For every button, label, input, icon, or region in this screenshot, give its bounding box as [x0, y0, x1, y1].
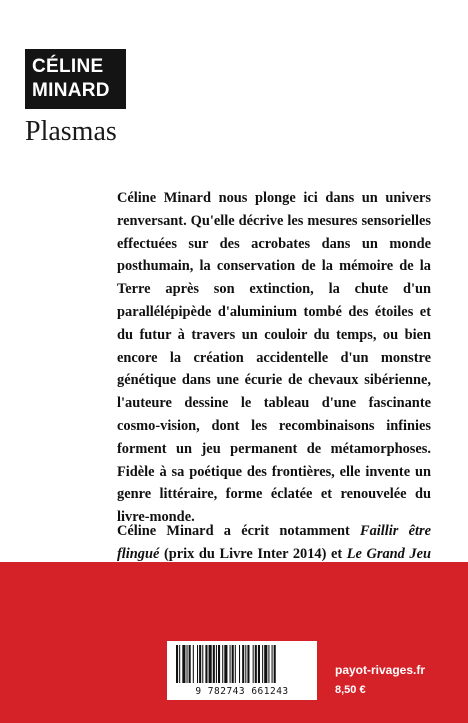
blurb-text: Céline Minard nous plonge ici dans un univers renversant. Qu'elle décrive les mesures sensorielles effectuées sur des acrobates dans un monde posthumain, la conservation de la mémoire de la Terre après son extinction, la chute d'un parallélépipède d'aluminium tombé des étoiles et du futur à travers un couloir du temps, ou bien encore la création accidentelle d'un monstre génétique dans une écurie de chevaux sibérienne, l'auteure dessine le tableau d'une fascinante cosmo-vision, dont les recombinaisons infinies forment un jeu permanent de métamorphoses. Fidèle à sa poétique des frontières, elle invente un genre littéraire, forme éclatée et renouvelée du livre-monde. [117, 190, 431, 526]
barcode-bar [216, 645, 217, 683]
book-title: Plasmas [25, 116, 117, 147]
barcode-bar [176, 645, 178, 683]
barcode-bar [205, 645, 207, 683]
barcode-bar [262, 645, 263, 683]
barcode-bar [179, 645, 180, 683]
barcode-bar [218, 645, 220, 683]
barcode-bar [268, 645, 269, 683]
barcode-bar [182, 645, 185, 683]
barcode-bar [209, 645, 212, 683]
isbn-number: 9 782743 661243 [195, 686, 289, 697]
barcode-bar [222, 645, 223, 683]
note-book2: Le Grand Jeu [346, 545, 431, 562]
barcode-bar [247, 645, 249, 683]
note-middle: (prix du Livre Inter 2014) et [159, 545, 347, 562]
barcode-bar [213, 645, 215, 683]
barcode-bar [197, 645, 198, 683]
barcode-bar [258, 645, 260, 683]
back-cover-blurb [117, 187, 431, 529]
barcode-bar [230, 645, 231, 683]
barcode-bar [189, 645, 191, 683]
barcode-bar [272, 645, 273, 683]
barcode-bar [253, 645, 254, 683]
barcode-bar [235, 645, 236, 683]
barcode-bar [193, 645, 194, 683]
barcode-bar [199, 645, 201, 683]
barcode-bar [202, 645, 203, 683]
note-book1: Faillir être flingué [117, 523, 431, 562]
note-prefix: Céline Minard a écrit notamment [117, 523, 360, 539]
barcode-bars [176, 645, 308, 683]
barcode [167, 641, 317, 700]
barcode-bar [232, 645, 234, 683]
barcode-bar [239, 645, 240, 683]
barcode-bar [245, 645, 246, 683]
price: 8,50 € [335, 684, 366, 696]
barcode-bar [187, 645, 188, 683]
publisher-website: payot-rivages.fr [335, 663, 426, 677]
author-note [117, 520, 431, 566]
barcode-bar [255, 645, 257, 683]
author-last-name: MINARD [32, 80, 110, 101]
barcode-bar [242, 645, 244, 683]
barcode-bar [274, 645, 276, 683]
author-name-block [25, 49, 126, 109]
author-first-name: CÉLINE [32, 56, 104, 77]
barcode-bar [224, 645, 227, 683]
barcode-bar [264, 645, 267, 683]
